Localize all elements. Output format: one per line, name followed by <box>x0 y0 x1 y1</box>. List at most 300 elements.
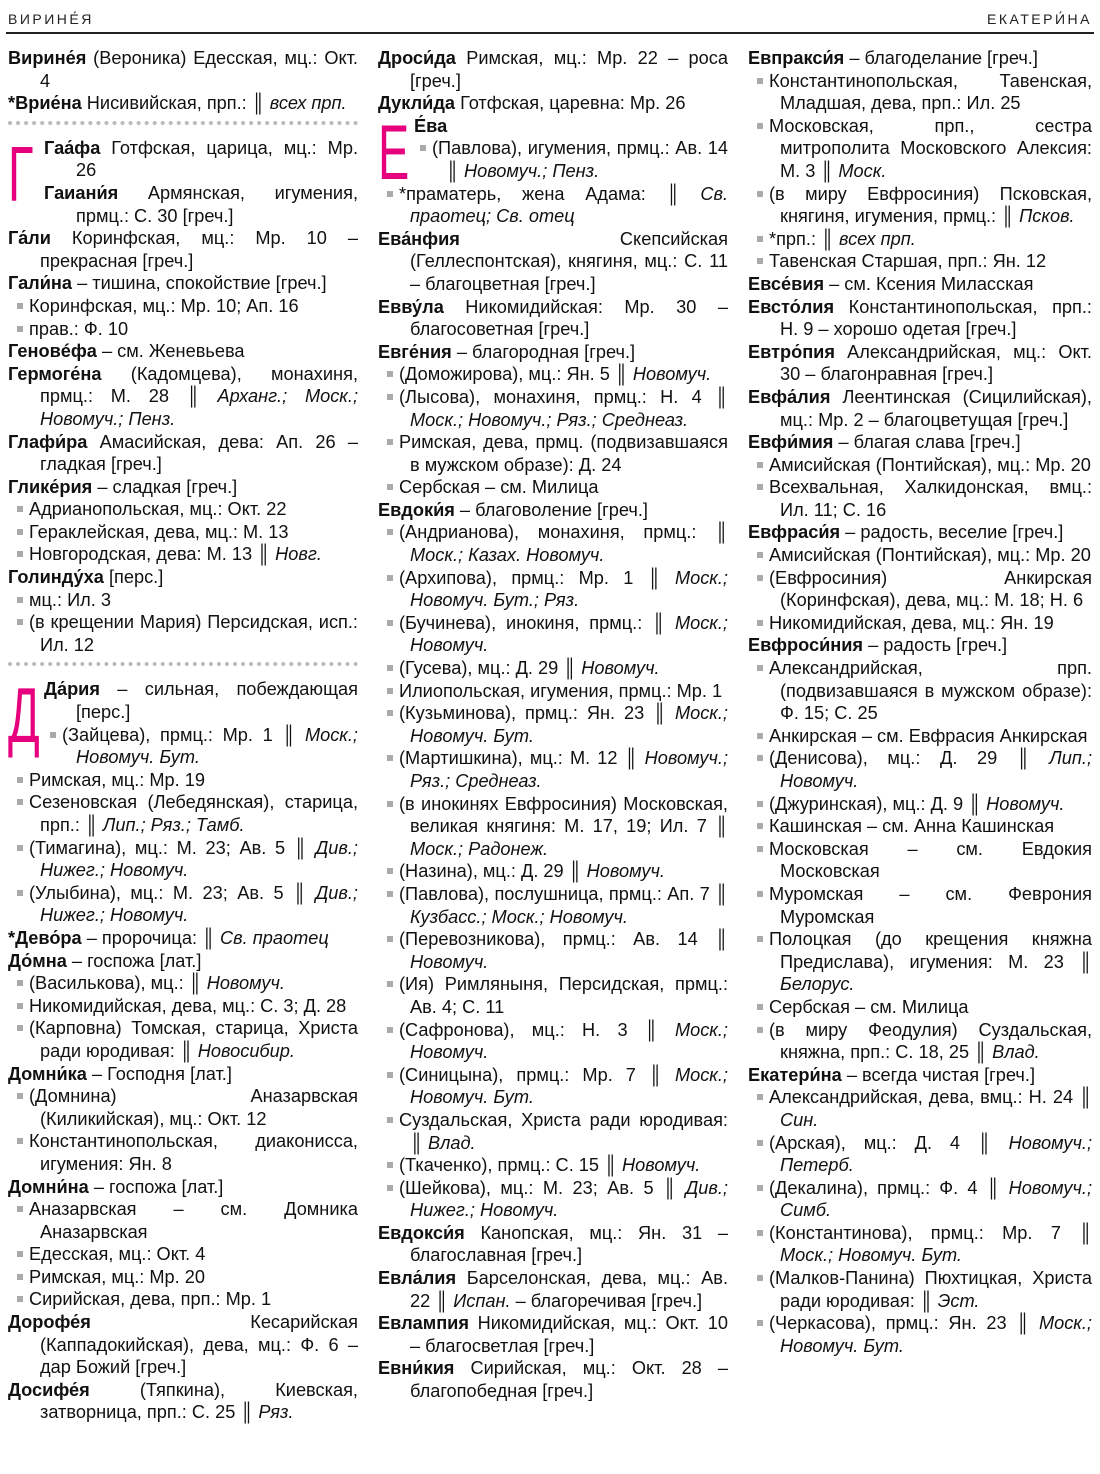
region-abbreviations: Влад. <box>427 1132 476 1153</box>
entry-text: (Перевозникова), прмц.: Ав. 14 ║ <box>399 929 728 950</box>
entry-subentry <box>8 318 358 341</box>
region-abbreviations: Див.; Нижег.; Новомуч. <box>410 1177 728 1221</box>
region-abbreviations: Новомуч. <box>410 951 489 972</box>
entry-subentry <box>378 883 728 928</box>
entry-headword-line <box>378 499 728 522</box>
entry-subentry <box>748 815 1092 838</box>
entry-subentry <box>8 882 358 927</box>
entry-headword-line <box>378 296 728 341</box>
entry-subentry <box>748 928 1092 996</box>
entry-text: Сербская – см. Милица <box>769 996 969 1017</box>
entry-subentry <box>378 657 728 680</box>
entry-headword-line <box>748 386 1092 431</box>
entry-headword-line <box>8 182 358 227</box>
entry-text: Сербская – см. Милица <box>399 477 599 498</box>
region-abbreviations: Моск.; Новомуч.; Ряз.; Среднеаз. <box>410 409 689 430</box>
headword: Дукли́да <box>378 93 456 114</box>
entry-text: (Константинова), прмц.: Мр. 7 ║ <box>769 1222 1092 1243</box>
headword: До́мна <box>8 950 67 971</box>
headword: Гали́на <box>8 273 73 294</box>
headword: *Врие́на <box>8 93 82 114</box>
headword: Евтро́пия <box>748 341 835 362</box>
entry-text: (в крещении Мария) Персидская, исп.: Ил. 12 <box>29 612 358 655</box>
entry-text: (Тяпкина), Киевская, затворница, прп.: С. 25 ║ <box>40 1379 358 1423</box>
entry-text: Всехвальная, Халкидонская, вмц.: Ил. 11; С. 16 <box>769 477 1092 520</box>
entry-text: Армянская, игумения, прмц.: С. 30 [греч.] <box>76 182 358 226</box>
entry-subentry <box>8 589 358 612</box>
section-initial-letter: Г <box>8 129 34 218</box>
entry-text: Готфская, царевна: Мр. 26 <box>455 93 686 114</box>
entry-text: (Павлова), игумения, прмц.: Ав. 14 ║ <box>432 138 728 181</box>
entry-text: (Улыбина), мц.: М. 23; Ав. 5 ║ <box>29 882 316 903</box>
entry-subentry <box>8 1085 358 1130</box>
entry-text: (Ия) Римляныня, Персидская, прмц.: Ав. 4; С. 11 <box>399 974 728 1017</box>
entry-text: [перс.] <box>103 567 164 588</box>
entry-subentry <box>748 747 1092 792</box>
entry-subentry <box>8 1288 358 1311</box>
entry-text: (Черкасова), прмц.: Ян. 23 ║ <box>769 1313 1039 1334</box>
entry-text: (Карповна) Томская, старица, Христа ради юродивая: ║ <box>29 1018 358 1061</box>
entry-text: (Кадомцева), монахиня, прмц.: М. 28 ║ <box>40 363 358 407</box>
entry-text: – благоделание [греч.] <box>844 48 1038 68</box>
section-divider <box>8 662 358 674</box>
entry-text: Готфская, царица, мц.: Мр. 26 <box>76 137 358 181</box>
entry-subentry <box>8 498 358 521</box>
entry-text: – Господня [лат.] <box>86 1063 232 1084</box>
entry-subentry <box>748 838 1092 883</box>
entry-headword-line <box>378 341 728 364</box>
entry-subentry <box>378 612 728 657</box>
header-rule <box>6 32 1094 34</box>
entry-text: (Шейкова), мц.: М. 23; Ав. 5 ║ <box>399 1177 686 1198</box>
headword: Досифе́я <box>8 1379 90 1400</box>
entry-subentry <box>378 386 728 431</box>
region-abbreviations: Псков. <box>1019 206 1075 227</box>
entry-headword-line <box>8 950 358 973</box>
entry-text: (Денисова), мц.: Д. 29 ║ <box>769 748 1050 769</box>
entry-subentry <box>748 1086 1092 1131</box>
region-abbreviations: Эст. <box>937 1290 980 1311</box>
entry-text: – см. Ксения Миласская <box>824 273 1034 294</box>
entry-subentry <box>748 70 1092 115</box>
column-2 <box>378 47 728 1403</box>
headword: Евфи́мия <box>748 432 834 453</box>
region-abbreviations: Новомуч.; Ряз.; Среднеаз. <box>410 748 728 791</box>
entry-text: Римская, мц.: Мр. 19 <box>29 769 205 790</box>
entry-subentry <box>8 611 358 656</box>
entry-text: Сезеновская (Лебедянская), старица, прп.: ║ <box>29 792 358 835</box>
entry-subentry <box>8 1130 358 1175</box>
entry-headword-line <box>8 678 358 723</box>
entry-text: Сирийская, дева, прп.: Мр. 1 <box>29 1289 272 1310</box>
entry-subentry <box>378 680 728 703</box>
region-abbreviations: Новомуч. <box>206 973 285 994</box>
entry-text: Нисивийская, прп.: ║ <box>81 93 270 114</box>
headword: Евву́ла <box>378 296 444 317</box>
entry-text: мц.: Ил. 3 <box>29 589 111 610</box>
entry-headword-line <box>8 431 358 476</box>
region-abbreviations: Лип.; Новомуч. <box>780 748 1092 791</box>
entry-headword-line <box>378 1222 728 1267</box>
entry-headword-line <box>748 296 1092 341</box>
entry-headword-line <box>748 634 1092 657</box>
headword: Глике́рия <box>8 476 93 497</box>
page-header <box>8 6 1092 28</box>
entry-subentry <box>748 996 1092 1019</box>
entry-text: прав.: Ф. 10 <box>29 318 129 339</box>
entry-headword-line <box>378 1267 728 1312</box>
entry-headword-line <box>8 137 358 182</box>
headword: Вирине́я <box>8 48 87 68</box>
entry-text: Илиопольская, игумения, прмц.: Мр. 1 <box>399 680 723 701</box>
entry-subentry <box>8 837 358 882</box>
region-abbreviations: Новомуч. <box>632 364 712 385</box>
entry-subentry <box>378 1019 728 1064</box>
region-abbreviations: Новомуч. <box>622 1155 701 1176</box>
entry-subentry <box>378 860 728 883</box>
entry-headword-line <box>8 1311 358 1379</box>
entry-text: *прп.: ║ <box>769 228 839 249</box>
entry-subentry <box>378 928 728 973</box>
headword: Евфа́лия <box>748 386 831 407</box>
entry-headword-line <box>8 1379 358 1424</box>
headword: *Дево́ра <box>8 927 82 948</box>
entry-subentry <box>378 183 728 228</box>
entry-text: (в миру Евфросиния) Псковская, княгиня, игумения, прмц.: ║ <box>769 183 1092 227</box>
region-abbreviations: Новомуч.; Петерб. <box>780 1132 1092 1176</box>
entry-subentry <box>748 1312 1092 1357</box>
entry-headword-line <box>8 1176 358 1199</box>
entry-subentry <box>378 1154 728 1177</box>
region-abbreviations: Див.; Нижег.; Новомуч. <box>40 837 358 881</box>
headword: Глафи́ра <box>8 431 88 452</box>
region-abbreviations: Моск.; Новомуч. Бут. <box>780 1245 962 1266</box>
entry-text: (Павлова), послушница, прмц.: Ап. 7 ║ <box>399 883 728 904</box>
headword: Евни́кия <box>378 1358 455 1379</box>
entry-headword-line <box>748 341 1092 386</box>
region-abbreviations: Моск.; Новомуч. Бут. <box>410 1064 728 1108</box>
entry-subentry <box>748 183 1092 228</box>
entry-text: – сильная, побеждающая [перс.] <box>76 679 358 723</box>
entry-subentry <box>748 1132 1092 1177</box>
column-3 <box>748 47 1092 1357</box>
section-initial-letter: Д <box>8 671 40 760</box>
entry-text: Александрийская, мц.: Окт. 30 – благонравная [греч.] <box>780 341 1092 385</box>
headword: Евпракси́я <box>748 48 845 68</box>
entry-subentry <box>378 973 728 1018</box>
entry-text: Адрианопольская, мц.: Окт. 22 <box>29 499 287 520</box>
region-abbreviations: Кузбасс.; Моск.; Новомуч. <box>410 906 628 927</box>
headword: Евдоки́я <box>378 499 455 520</box>
headword: Ева́нфия <box>378 228 460 249</box>
entry-text: Сирийская, мц.: Окт. 28 – благопобедная [греч.] <box>410 1358 728 1402</box>
section-divider <box>8 121 358 133</box>
entry-text: Никомидийская, мц.: Окт. 10 – благосветлая [греч.] <box>410 1313 728 1356</box>
entry-text: Едесская, мц.: Окт. 4 <box>29 1244 206 1265</box>
entry-text: Никомидийская: Мр. 30 – благосоветная [греч.] <box>410 296 728 340</box>
entry-headword-line <box>8 927 358 950</box>
entry-text: (Василькова), мц.: ║ <box>29 973 207 994</box>
entry-text: – сладкая [греч.] <box>92 476 238 497</box>
entry-subentry <box>8 1243 358 1266</box>
entry-headword-line <box>8 92 358 115</box>
entry-text: – благая слава [греч.] <box>833 432 1021 453</box>
entry-subentry <box>8 791 358 836</box>
entry-subentry <box>378 476 728 499</box>
entry-subentry <box>378 431 728 476</box>
entry-text: (в миру Феодулия) Суздальская, княжна, прп.: С. 18, 25 ║ <box>769 1019 1092 1063</box>
entry-text: Коринфская, мц.: Мр. 10 – прекрасная [греч.] <box>40 228 358 271</box>
region-abbreviations: Син. <box>780 1109 819 1130</box>
headword: Е́ва <box>414 115 448 136</box>
entry-text: Гераклейская, дева, мц.: М. 13 <box>29 521 289 542</box>
region-abbreviations: Лип.; Ряз.; Тамб. <box>102 815 245 835</box>
entry-subentry <box>8 1198 358 1243</box>
entry-subentry <box>378 567 728 612</box>
entry-subentry <box>748 883 1092 928</box>
headword: Домни́на <box>8 1176 89 1197</box>
entry-text: Муромская – см. Феврония Муромская <box>769 883 1092 927</box>
headword: Голинду́ха <box>8 567 104 588</box>
entry-text: *праматерь, жена Адама: ║ <box>399 183 701 204</box>
entry-text: (Сафронова), мц.: Н. 3 ║ <box>399 1019 675 1040</box>
entry-text: (Андрианова), монахиня, прмц.: ║ <box>399 522 728 543</box>
headword: Евфраси́я <box>748 522 841 543</box>
region-abbreviations: Моск.; Новомуч. Бут. <box>410 703 728 746</box>
entry-headword-line <box>8 1063 358 1086</box>
entry-text: Амисийская (Понтийская), мц.: Мр. 20 <box>769 454 1091 475</box>
entry-text: – радость [греч.] <box>863 635 1008 656</box>
entry-text: (Декалина), прмц.: Ф. 4 ║ <box>769 1177 1009 1198</box>
headword: Да́рия <box>44 679 100 700</box>
entry-subentry <box>378 1064 728 1109</box>
headword: Га́ли <box>8 228 51 249</box>
entry-text: – благоволение [греч.] <box>454 499 648 520</box>
entry-text: (Вероника) Едесская, мц.: Окт. 4 <box>40 48 358 91</box>
entry-subentry <box>748 1177 1092 1222</box>
region-abbreviations: Моск.; Новомуч. Бут. <box>76 724 358 768</box>
entry-text: Никомидийская, дева, мц.: Ян. 19 <box>769 612 1054 633</box>
entry-headword-line <box>378 228 728 296</box>
entry-subentry <box>8 1017 358 1062</box>
entry-subentry <box>378 702 728 747</box>
entry-subentry <box>8 995 358 1018</box>
entry-subentry <box>748 1222 1092 1267</box>
entry-text: Никомидийская, дева, мц.: С. 3; Д. 28 <box>29 995 347 1016</box>
region-abbreviations: Св. праотец <box>220 927 329 948</box>
entry-text: Римская, мц.: Мр. 20 <box>29 1266 205 1287</box>
region-abbreviations: Моск.; Новомуч. <box>410 612 728 656</box>
headword: Гаиани́я <box>44 182 119 203</box>
entry-text: – всегда чистая [греч.] <box>841 1064 1036 1085</box>
headword: Евсе́вия <box>748 273 825 294</box>
entry-text: Константинопольская, Тавенская, Младшая, дева, прп.: Ил. 25 <box>769 70 1092 114</box>
headword: Евла́лия <box>378 1268 457 1289</box>
entry-subentry <box>748 454 1092 477</box>
entry-subentry <box>8 295 358 318</box>
headword: Геновéфа <box>8 341 97 362</box>
entry-text: Московская – см. Евдокия Московская <box>769 838 1092 882</box>
entry-text: – пророчица: ║ <box>81 927 220 948</box>
entry-subentry <box>378 363 728 386</box>
entry-text: Суздальская, Христа ради юродивая: ║ <box>399 1109 728 1153</box>
region-abbreviations: Новосибир. <box>197 1040 295 1061</box>
entry-subentry <box>8 769 358 792</box>
entry-text: Амисийская (Понтийская), мц.: Мр. 20 <box>769 545 1091 566</box>
entry-subentry <box>378 1177 728 1222</box>
headword: Евге́ния <box>378 341 452 362</box>
entry-headword-line <box>748 273 1092 296</box>
entry-text: Кесарийская (Каппадокийская), дева, мц.: Ф. 6 – дар Божий [греч.] <box>40 1312 358 1378</box>
entry-text: (Евфросиния) Анкирская (Коринфская), дева, мц.: М. 18; Н. 6 <box>769 567 1092 611</box>
entry-text: Римская, дева, прмц. (подвизавшаяся в мужском образе): Д. 24 <box>399 432 728 475</box>
entry-text: (Кузьминова), прмц.: Ян. 23 ║ <box>399 703 675 724</box>
entry-subentry <box>748 1267 1092 1312</box>
entry-subentry <box>8 521 358 544</box>
entry-subentry <box>8 1266 358 1289</box>
entry-text: (Малков-Панина) Пюхтицкая, Христа ради юродивая: ║ <box>769 1268 1092 1311</box>
entry-text: – госпожа [лат.] <box>66 950 202 971</box>
region-abbreviations: Испан. <box>453 1290 511 1311</box>
entry-text: Римская, мц.: Мр. 22 – роса [греч.] <box>410 48 728 91</box>
entry-subentry <box>378 521 728 566</box>
region-abbreviations: Моск.; Новомуч. Бут.; Ряз. <box>410 567 728 611</box>
header-left-guide-word: ВИРИНЕ́Я <box>8 11 94 27</box>
entry-text: Леентинская (Сицилийская), мц.: Мр. 2 – благоцветущая [греч.] <box>780 386 1092 430</box>
entry-subentry <box>748 544 1092 567</box>
entry-headword-line <box>748 1064 1092 1087</box>
entry-subentry <box>378 137 728 182</box>
entry-text: Амасийская, дева: Ап. 26 – гладкая [греч.] <box>40 431 358 475</box>
region-abbreviations: Ряз. <box>258 1402 294 1423</box>
headword: Евдокси́я <box>378 1222 465 1243</box>
entry-text: Анкирская – см. Евфрасия Анкирская <box>769 725 1088 746</box>
entry-text: Константинопольская, прп.: Н. 9 – хорошо одетая [греч.] <box>780 296 1092 340</box>
entry-text: (Синицына), прмц.: Мр. 7 ║ <box>399 1064 675 1085</box>
entry-subentry <box>748 115 1092 183</box>
entry-text: (Гусева), мц.: Д. 29 ║ <box>399 658 582 679</box>
entry-text: Аназарвская – см. Домника Аназарвская <box>29 1199 358 1242</box>
entry-headword-line <box>8 566 358 589</box>
entry-text: Барселонская, дева, мц.: Ав. 22 ║ <box>410 1268 728 1311</box>
entry-text: Тавенская Старшая, прп.: Ян. 12 <box>769 251 1047 272</box>
entry-text: Александрийская, прп. (подвизавшаяся в мужском образе): Ф. 15; С. 25 <box>769 658 1092 724</box>
headword: Гермоге́на <box>8 363 102 384</box>
headword: Екатери́на <box>748 1064 842 1085</box>
region-abbreviations: Моск.; Радонеж. <box>410 838 549 859</box>
entry-text: (в инокинях Евфросиния) Московская, великая княгиня: М. 17, 19; Ил. 7 ║ <box>399 793 728 837</box>
entry-headword-line <box>748 47 1092 70</box>
entry-subentry <box>748 250 1092 273</box>
headword: Дорофе́я <box>8 1312 91 1333</box>
region-abbreviations: Новомуч. <box>586 861 665 882</box>
entry-text: (Доможирова), мц.: Ян. 5 ║ <box>399 364 633 385</box>
entry-headword-line <box>748 521 1092 544</box>
entry-text: – госпожа [лат.] <box>88 1176 224 1197</box>
region-abbreviations: Новомуч.; Симб. <box>780 1177 1092 1221</box>
entry-headword-line <box>378 47 728 92</box>
entry-text: – тишина, спокойствие [греч.] <box>72 273 327 294</box>
entry-text: (Тимагина), мц.: М. 23; Ав. 5 ║ <box>29 837 316 858</box>
region-abbreviations: Новг. <box>275 544 322 565</box>
entry-text: Канопская, мц.: Ян. 31 – благославная [греч.] <box>410 1222 728 1266</box>
entry-text-tail: – благоречивая [греч.] <box>510 1290 703 1311</box>
headword: Евсто́лия <box>748 296 835 317</box>
region-abbreviations: Белорус. <box>780 974 855 995</box>
entry-text: Полоцкая (до крещения княжна Предислава), игумения: М. 23 ║ <box>769 929 1092 972</box>
entry-text: (Зайцева), прмц.: Мр. 1 ║ <box>62 724 305 745</box>
entry-text: (Лысова), монахиня, прмц.: Н. 4 ║ <box>399 386 728 407</box>
column-1 <box>8 47 358 1424</box>
region-abbreviations: Див.; Нижег.; Новомуч. <box>40 882 358 926</box>
region-abbreviations: Моск.; Казах. Новомуч. <box>410 545 605 566</box>
region-abbreviations: Новомуч.; Пенз. <box>463 160 600 181</box>
entry-text: (Бучинева), инокиня, прмц.: ║ <box>399 612 675 633</box>
entry-text: – см. Женевьева <box>96 341 245 362</box>
entry-headword-line <box>8 272 358 295</box>
entry-text: (Арская), мц.: Д. 4 ║ <box>769 1132 1009 1153</box>
region-abbreviations: Моск.; Новомуч. <box>410 1019 728 1063</box>
entry-headword-line <box>8 476 358 499</box>
entry-headword-line <box>378 1312 728 1357</box>
region-abbreviations: всех прп. <box>269 93 347 114</box>
entry-subentry <box>748 567 1092 612</box>
entry-text: Московская, прп., сестра митрополита Московского Алексия: М. 3 ║ <box>769 115 1092 181</box>
entry-subentry <box>748 228 1092 251</box>
entry-headword-line <box>378 1357 728 1402</box>
entry-subentry <box>378 1109 728 1154</box>
entry-headword-line <box>8 47 358 92</box>
entry-subentry <box>8 972 358 995</box>
region-abbreviations: Св. праотец; Св. отец <box>410 183 728 227</box>
letter-section <box>8 129 358 227</box>
entry-text: (Ткаченко), прмц.: С. 15 ║ <box>399 1155 623 1176</box>
headword: Дроси́да <box>378 48 456 68</box>
entry-subentry <box>748 612 1092 635</box>
entry-text: (Домнина) Аназарвская (Киликийская), мц.: Окт. 12 <box>29 1086 358 1129</box>
entry-headword-line <box>8 227 358 272</box>
entry-subentry <box>748 1019 1092 1064</box>
letter-section <box>8 671 358 768</box>
entry-subentry <box>8 543 358 566</box>
headword: Евфроси́ния <box>748 635 864 656</box>
headword: Гаа́фа <box>44 137 101 158</box>
headword: Домни́ка <box>8 1063 87 1084</box>
region-abbreviations: Моск. <box>838 160 887 181</box>
entry-text: (Мартишкина), мц.: М. 12 ║ <box>399 748 645 769</box>
entry-subentry <box>378 747 728 792</box>
entry-headword-line <box>8 340 358 363</box>
entry-subentry <box>8 724 358 769</box>
entry-text: Кашинская – см. Анна Кашинская <box>769 816 1055 837</box>
region-abbreviations: всех прп. <box>839 228 916 249</box>
entry-text: Скепсийская (Геллеспонтская), княгиня, мц.: С. 11 – благоцветная [греч.] <box>410 228 728 294</box>
region-abbreviations: Влад. <box>992 1042 1040 1063</box>
entry-subentry <box>748 657 1092 725</box>
entry-headword-line <box>748 431 1092 454</box>
header-right-guide-word: ЕКАТЕРИ́НА <box>987 11 1092 27</box>
entry-text: (Архипова), прмц.: Мр. 1 ║ <box>399 567 675 588</box>
region-abbreviations: Арханг.; Моск.; Новомуч.; Пенз. <box>40 386 358 429</box>
entry-headword-line <box>378 115 728 138</box>
entry-text: (Джуринская), мц.: Д. 9 ║ <box>769 793 987 814</box>
entry-subentry <box>748 793 1092 816</box>
entry-text: Александрийская, дева, вмц.: Н. 24 ║ <box>769 1087 1092 1108</box>
entry-headword-line <box>8 363 358 431</box>
region-abbreviations: Моск.; Новомуч. Бут. <box>780 1313 1092 1356</box>
headword: Евлампия <box>378 1313 469 1334</box>
entry-text: – благородная [греч.] <box>451 341 636 362</box>
